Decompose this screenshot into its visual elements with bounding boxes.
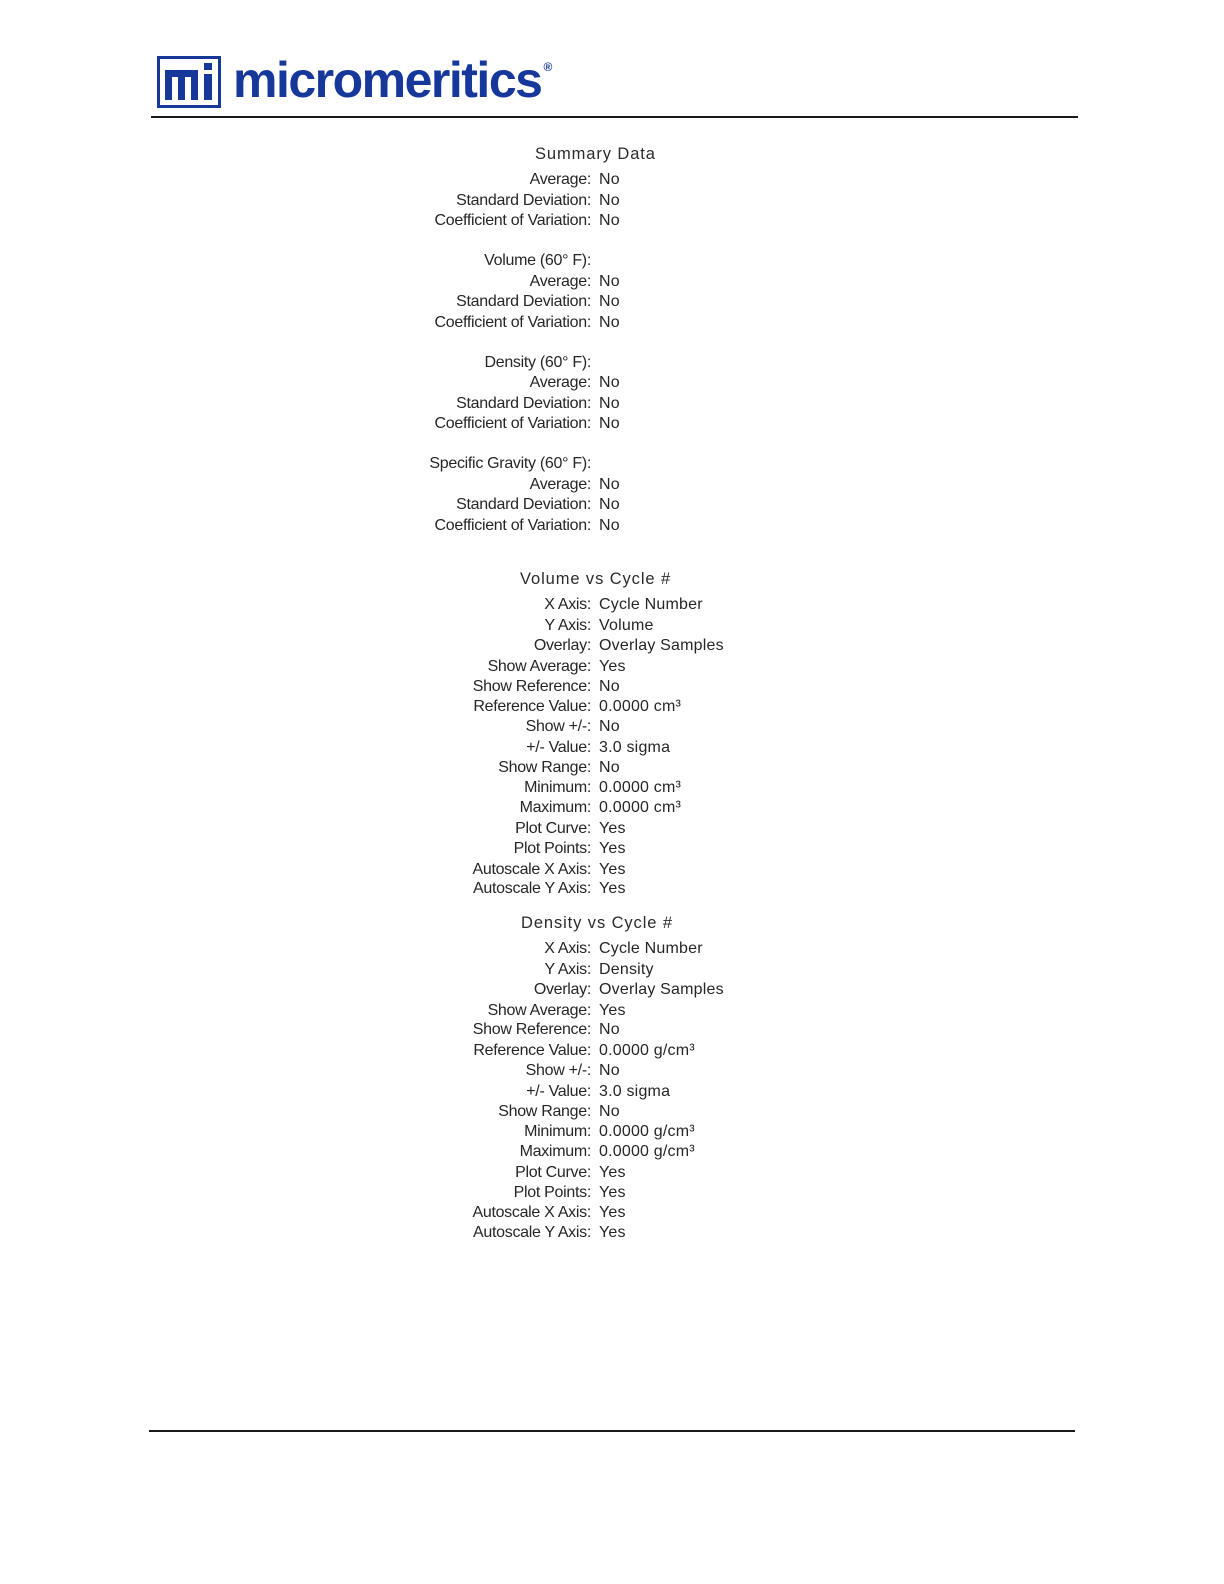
row-value: Yes	[599, 820, 626, 837]
footer-divider	[149, 1430, 1075, 1432]
row-label: X Axis:	[544, 596, 591, 613]
density-plot-row	[0, 1142, 1224, 1162]
volume-plot-row	[0, 860, 1224, 880]
registered-mark: ®	[543, 59, 551, 74]
row-value: No	[599, 171, 620, 188]
row-value: Yes	[599, 1002, 626, 1019]
row-label: Coefficient of Variation:	[434, 517, 591, 534]
row-label: Y Axis:	[544, 961, 591, 978]
summary-group-heading	[0, 454, 1224, 474]
logo-wordmark-text: micromeritics	[233, 51, 542, 108]
logo-wordmark	[233, 51, 551, 119]
row-label: Autoscale X Axis:	[472, 1204, 591, 1221]
row-value: Cycle Number	[599, 940, 703, 957]
volume-plot-title: Volume vs Cycle #	[520, 570, 672, 588]
row-label: Autoscale Y Axis:	[473, 1224, 591, 1241]
row-value: 3.0 sigma	[599, 739, 671, 756]
volume-plot-row	[0, 758, 1224, 778]
density-plot-row	[0, 1061, 1224, 1081]
density-plot-row	[0, 1122, 1224, 1142]
density-plot-title: Density vs Cycle #	[521, 914, 673, 932]
row-value: No	[599, 496, 620, 513]
row-label: Plot Points:	[513, 1184, 591, 1201]
density-plot-row	[0, 1163, 1224, 1183]
summary-row	[0, 292, 1224, 312]
summary-row	[0, 495, 1224, 515]
density-plot-row	[0, 980, 1224, 1000]
row-label: Standard Deviation:	[456, 395, 591, 412]
row-label: Average:	[529, 476, 591, 493]
volume-plot-row	[0, 595, 1224, 615]
row-label: Average:	[529, 171, 591, 188]
row-value: Yes	[599, 840, 626, 857]
row-value: 0.0000 cm³	[599, 698, 682, 715]
summary-row	[0, 414, 1224, 434]
row-value: 0.0000 cm³	[599, 799, 682, 816]
group-heading-label: Volume (60° F):	[484, 252, 591, 269]
row-value: No	[599, 415, 620, 432]
summary-row	[0, 170, 1224, 190]
volume-plot-row	[0, 697, 1224, 717]
row-value: Yes	[599, 658, 626, 675]
row-label: +/- Value:	[526, 739, 591, 756]
row-value: No	[599, 212, 620, 229]
row-label: Coefficient of Variation:	[434, 212, 591, 229]
row-value: No	[599, 759, 620, 776]
row-value: Yes	[599, 1204, 626, 1221]
summary-row	[0, 475, 1224, 495]
header-divider	[151, 116, 1078, 118]
row-label: Show Range:	[498, 1103, 591, 1120]
row-value: Volume	[599, 617, 654, 634]
row-label: Plot Curve:	[515, 820, 591, 837]
volume-plot-row	[0, 798, 1224, 818]
row-label: Overlay:	[533, 637, 591, 654]
summary-row	[0, 516, 1224, 536]
row-value: No	[599, 374, 620, 391]
row-value: No	[599, 314, 620, 331]
row-value: No	[599, 718, 620, 735]
density-plot-row	[0, 1183, 1224, 1203]
row-label: Show Reference:	[472, 678, 591, 695]
row-label: Show +/-:	[525, 718, 591, 735]
row-label: Autoscale Y Axis:	[473, 880, 591, 897]
summary-title: Summary Data	[535, 145, 656, 163]
volume-plot-row	[0, 717, 1224, 737]
row-value: 0.0000 g/cm³	[599, 1042, 695, 1059]
density-plot-row	[0, 1001, 1224, 1021]
density-plot-row	[0, 1020, 1224, 1040]
group-heading-label: Density (60° F):	[484, 354, 591, 371]
row-label: Show +/-:	[525, 1062, 591, 1079]
volume-plot-row	[0, 636, 1224, 656]
group-heading-label: Specific Gravity (60° F):	[429, 455, 591, 472]
summary-row	[0, 394, 1224, 414]
density-plot-row	[0, 1223, 1224, 1243]
summary-row	[0, 191, 1224, 211]
row-value: No	[599, 192, 620, 209]
density-plot-row	[0, 1203, 1224, 1223]
density-plot-row	[0, 939, 1224, 959]
row-label: Reference Value:	[473, 698, 591, 715]
row-label: X Axis:	[544, 940, 591, 957]
mi-logo-icon	[157, 56, 221, 108]
density-plot-row	[0, 960, 1224, 980]
row-value: No	[599, 678, 620, 695]
volume-plot-row	[0, 819, 1224, 839]
row-value: No	[599, 293, 620, 310]
row-label: Autoscale X Axis:	[472, 861, 591, 878]
row-value: No	[599, 395, 620, 412]
row-label: +/- Value:	[526, 1083, 591, 1100]
density-plot-row	[0, 1102, 1224, 1122]
row-value: Yes	[599, 1224, 626, 1241]
row-label: Minimum:	[524, 1123, 591, 1140]
row-value: Yes	[599, 1164, 626, 1181]
row-label: Show Average:	[487, 1002, 591, 1019]
company-logo	[157, 51, 551, 108]
row-label: Coefficient of Variation:	[434, 314, 591, 331]
row-value: No	[599, 1021, 620, 1038]
row-value: 0.0000 g/cm³	[599, 1143, 695, 1160]
volume-plot-row	[0, 657, 1224, 677]
row-label: Show Average:	[487, 658, 591, 675]
row-label: Reference Value:	[473, 1042, 591, 1059]
summary-group-heading	[0, 353, 1224, 373]
row-label: Y Axis:	[544, 617, 591, 634]
summary-group-heading	[0, 251, 1224, 271]
volume-plot-row	[0, 616, 1224, 636]
density-plot-row	[0, 1082, 1224, 1102]
row-value: Overlay Samples	[599, 637, 724, 654]
summary-row	[0, 211, 1224, 231]
row-label: Plot Points:	[513, 840, 591, 857]
row-label: Standard Deviation:	[456, 496, 591, 513]
row-label: Show Reference:	[472, 1021, 591, 1038]
row-label: Standard Deviation:	[456, 293, 591, 310]
row-label: Plot Curve:	[515, 1164, 591, 1181]
row-value: Yes	[599, 880, 626, 897]
row-label: Show Range:	[498, 759, 591, 776]
row-label: Average:	[529, 374, 591, 391]
summary-row	[0, 373, 1224, 393]
row-value: No	[599, 517, 620, 534]
row-label: Maximum:	[519, 1143, 591, 1160]
row-value: No	[599, 476, 620, 493]
row-value: No	[599, 273, 620, 290]
row-value: Yes	[599, 861, 626, 878]
row-value: No	[599, 1103, 620, 1120]
row-value: Overlay Samples	[599, 981, 724, 998]
row-label: Coefficient of Variation:	[434, 415, 591, 432]
row-value: 3.0 sigma	[599, 1083, 671, 1100]
row-value: Cycle Number	[599, 596, 703, 613]
summary-row	[0, 313, 1224, 333]
volume-plot-row	[0, 839, 1224, 859]
volume-plot-row	[0, 677, 1224, 697]
summary-row	[0, 272, 1224, 292]
row-value: Density	[599, 961, 654, 978]
row-label: Standard Deviation:	[456, 192, 591, 209]
density-plot-row	[0, 1041, 1224, 1061]
volume-plot-row	[0, 738, 1224, 758]
volume-plot-row	[0, 778, 1224, 798]
row-label: Minimum:	[524, 779, 591, 796]
row-value: 0.0000 cm³	[599, 779, 682, 796]
row-label: Overlay:	[533, 981, 591, 998]
volume-plot-row	[0, 879, 1224, 899]
row-label: Maximum:	[519, 799, 591, 816]
row-value: 0.0000 g/cm³	[599, 1123, 695, 1140]
row-value: Yes	[599, 1184, 626, 1201]
row-label: Average:	[529, 273, 591, 290]
row-value: No	[599, 1062, 620, 1079]
